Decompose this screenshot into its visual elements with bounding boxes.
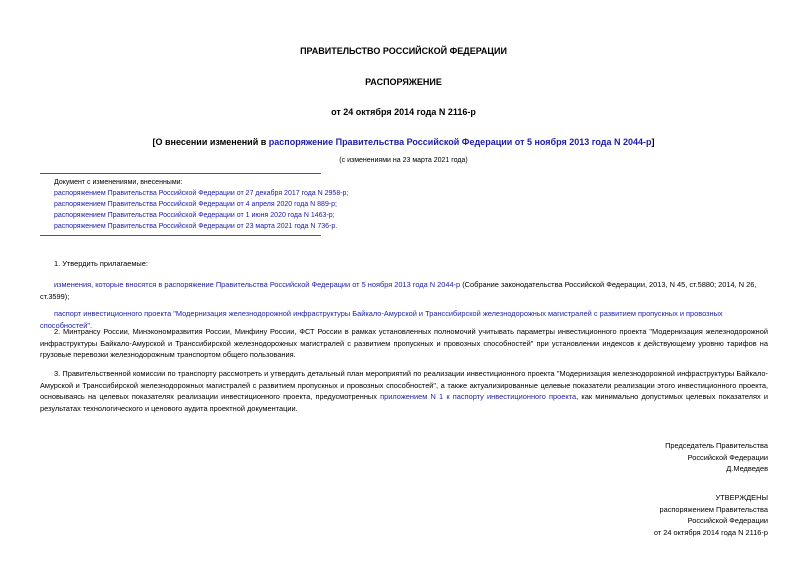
changes-block — [54, 177, 348, 232]
approval-line-2: распоряжением Правительства — [659, 504, 768, 514]
approval-line-3: Российской Федерации — [687, 516, 768, 526]
item-1a — [40, 279, 768, 302]
change-link-2017[interactable]: распоряжением Правительства Российской Федерации от 27 декабря 2017 года N 2958-р; — [54, 190, 349, 197]
item-1: 1. Утвердить прилагаемые: — [54, 259, 148, 268]
approval-line-4: от 24 октября 2014 года N 2116-р — [653, 527, 768, 537]
signature-position-2: Российской Федерации — [687, 452, 768, 462]
title-prefix: [О внесении изменений в — [152, 137, 269, 147]
change-link-2020-june[interactable]: распоряжением Правительства Российской Федерации от 1 июня 2020 года N 1463-р; — [54, 212, 335, 219]
appendix-1-link[interactable]: приложением N 1 к паспорту инвестиционного проекта — [380, 392, 577, 402]
changes-intro: Документ с изменениями, внесенными: — [54, 179, 183, 186]
changes-bottom-divider — [40, 235, 321, 236]
document-date-number: от 24 октября 2014 года N 2116-р — [331, 107, 476, 117]
changes-top-divider — [40, 173, 321, 174]
item-3 — [40, 368, 768, 414]
signature-position: Председатель Правительства — [665, 441, 768, 450]
item-1b-end: . — [89, 320, 93, 330]
change-link-2020-april[interactable]: распоряжением Правительства Российской Федерации от 4 апреля 2020 года N 889-р; — [54, 201, 338, 208]
document-type: РАСПОРЯЖЕНИЕ — [365, 77, 442, 87]
signature-block — [665, 440, 768, 475]
approval-stamp: УТВЕРЖДЕНЫ — [715, 493, 768, 502]
government-heading: ПРАВИТЕЛЬСТВО РОССИЙСКОЙ ФЕДЕРАЦИИ — [300, 46, 507, 56]
change-link-2021[interactable]: распоряжением Правительства Российской Федерации от 23 марта 2021 года N 736-р. — [54, 223, 338, 230]
item-3-text-b: , как минимально допустимых целевых показателях и результатах технологического и ценового аудита проектной документации. — [40, 392, 768, 413]
revision-note: (с изменениями на 23 марта 2021 года) — [339, 157, 468, 164]
title-suffix: ] — [651, 137, 655, 147]
project-passport-link[interactable]: паспорт инвестиционного проекта "Модернизация железнодорожной инфраструктуры Байкало-Амурской и Транссибирской железнодорожных магистралей с развитием пропускных и провозных способностей" — [40, 309, 723, 330]
approval-block — [654, 492, 768, 538]
title-amended-act-link[interactable]: распоряжение Правительства Российской Федерации от 5 ноября 2013 года N 2044-р — [268, 137, 652, 147]
item-3-text-a: 3. Правительственной комиссии по транспорту рассмотреть и утвердить детальный план мероприятий по реализации инвестиционного проекта "Модернизация железнодорожной инфраструктуры Байкало-Амурской и Транссибирской железнодорожных магистралей с развитием пропускных и провозных способностей", а также актуализированные целевые показатели реализации этого инвестиционного проекта, основываясь на целевых показателях реализации инвестиционного проекта, предусмотренных — [40, 369, 768, 402]
document-title — [0, 137, 807, 147]
item-2: 2. Минтрансу России, Минэкономразвития России, Минфину России, ФСТ России в рамках установленных полномочий учитывать параметры инвестиционного проекта "Модернизация железнодорожной инфраструктуры Байкало-Амурской и Транссибирской железнодорожных магистралей с развитием пропускных и провозных способностей" при установлении индексов к действующему уровню тарифов на грузовые перевозки железнодорожным транспортом общего пользования. — [40, 327, 768, 360]
amendments-link[interactable]: изменения, которые вносятся в распоряжение Правительства Российской Федерации от 5 ноября 2013 года N 2044-р — [54, 280, 461, 289]
signature-name: Д.Медведев — [726, 464, 768, 474]
item-1a-citation: (Собрание законодательства Российской Федерации, 2013, N 45, ст.5880; 2014, N 26, ст.3599); — [40, 280, 757, 301]
